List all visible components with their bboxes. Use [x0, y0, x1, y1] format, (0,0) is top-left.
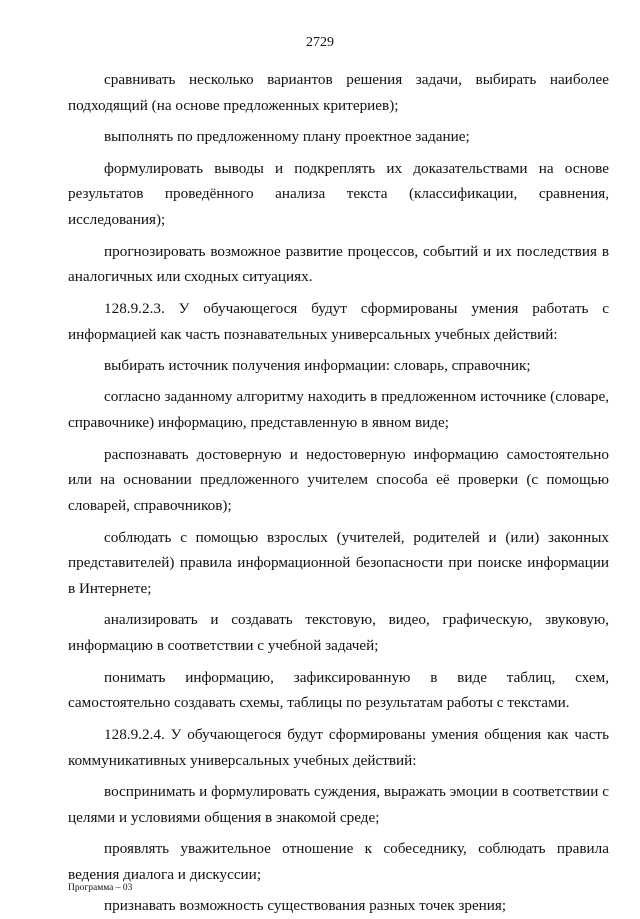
section-paragraph: 128.9.2.4. У обучающегося будут сформированы умения общения как часть коммуникативных универсальных учебных действий:: [68, 725, 609, 769]
paragraph: признавать возможность существования разных точек зрения;: [104, 897, 507, 915]
paragraph: понимать информацию, зафиксированную в виде таблиц, схем, самостоятельно создавать схемы, таблицы по результатам работы с текстами.: [68, 668, 609, 712]
section-paragraph: 128.9.2.3. У обучающегося будут сформированы умения работать с информацией как часть познавательных универсальных учебных действий:: [68, 299, 609, 343]
paragraph: проявлять уважительное отношение к собеседнику, соблюдать правила ведения диалога и дискуссии;: [68, 840, 609, 884]
paragraph: соблюдать с помощью взрослых (учителей, родителей и (или) законных представителей) правила информационной безопасности при поиске информации в Интернете;: [68, 528, 609, 598]
paragraph: анализировать и создавать текстовую, видео, графическую, звуковую, информацию в соответствии с учебной задачей;: [68, 611, 609, 655]
paragraph: распознавать достоверную и недостоверную информацию самостоятельно или на основании предложенного учителем способа её проверки (с помощью словарей, справочников);: [68, 445, 609, 515]
paragraph: согласно заданному алгоритму находить в предложенном источнике (словаре, справочнике) информацию, представленную в явном виде;: [68, 388, 609, 432]
paragraph: сравнивать несколько вариантов решения задачи, выбирать наиболее подходящий (на основе предложенных критериев);: [68, 71, 609, 114]
paragraph: выполнять по предложенному плану проектное задание;: [104, 128, 470, 146]
paragraph: прогнозировать возможное развитие процессов, событий и их последствия в аналогичных или сходных ситуациях.: [68, 242, 609, 286]
paragraph: выбирать источник получения информации: словарь, справочник;: [104, 356, 531, 374]
page-footer: Программа – 03: [68, 883, 133, 893]
paragraph: воспринимать и формулировать суждения, выражать эмоции в соответствии с целями и условиями общения в знакомой среде;: [68, 783, 609, 826]
paragraph: формулировать выводы и подкреплять их доказательствами на основе результатов проведённого анализа текста (классификации, сравнения, исследования);: [68, 159, 609, 229]
document-body: [68, 67, 609, 919]
page-number: 2729: [306, 35, 334, 50]
